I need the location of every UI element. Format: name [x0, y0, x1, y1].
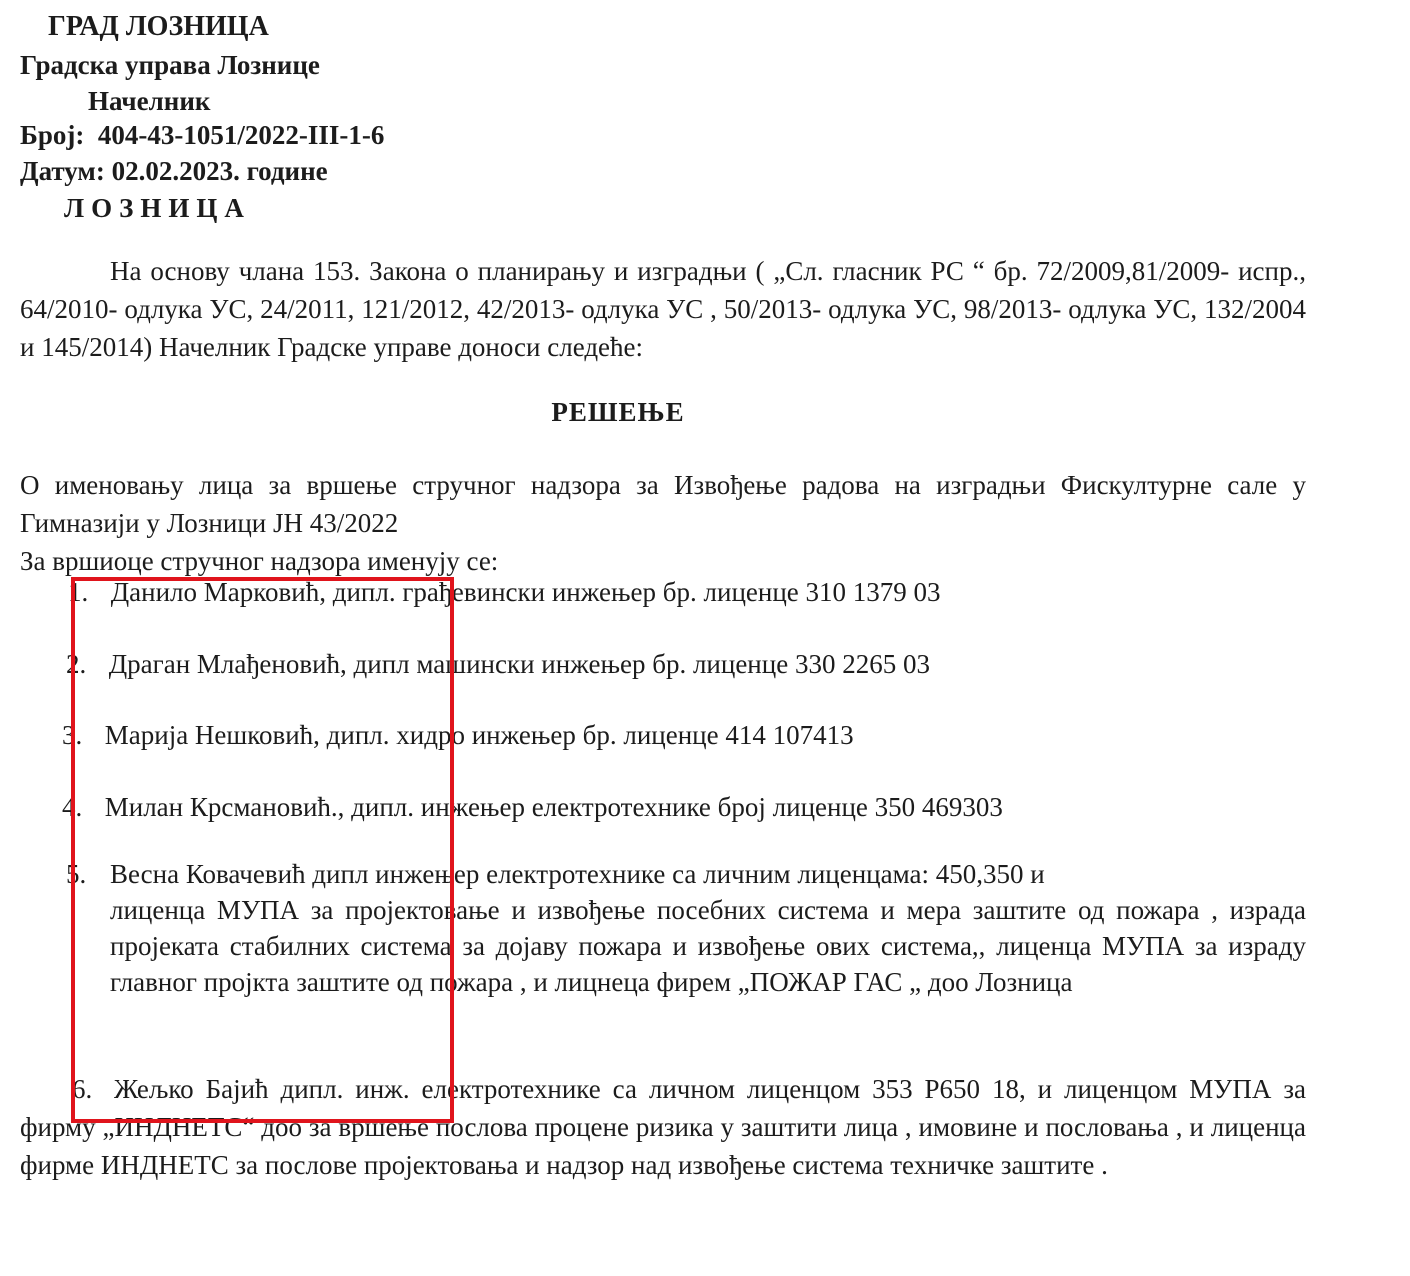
item-continuation: лиценца МУПА за пројектовање и извођење посебних система и мера заштите од пожара , израда пројеката стабилних система за дојаву пожара и извођење ових система,, лиценца МУПА за израду главног пројкта заштите од пожара , и лицнеца фирем „ПОЖАР ГАС „ доо Лозница [110, 895, 1306, 997]
list-item [20, 1070, 1306, 1184]
item-number: 5. [66, 859, 87, 889]
number-value: 404-43-1051/2022-III-1-6 [97, 120, 385, 150]
city-name: ГРАД ЛОЗНИЦА [48, 11, 269, 42]
item-number: 6. [72, 1074, 93, 1104]
place-name: ЛОЗНИЦА [64, 193, 251, 223]
document-number [20, 120, 384, 150]
item-number: 3. [62, 720, 83, 750]
subject-paragraph: О именовању лица за вршење стручног надзора за Извођење радова на изградњи Фискултурне сале у Гимназији у Лозници ЈН 43/2022 [20, 470, 1306, 538]
document-date [20, 156, 328, 186]
number-label: Број: [20, 120, 85, 150]
item-text: Марија Нешковић, дипл. хидро инжењер бр. лиценце 414 107413 [104, 720, 854, 750]
item-number: 4. [62, 792, 83, 822]
list-item [62, 789, 1003, 825]
date-value: 02.02.2023. године [111, 156, 328, 186]
intro-paragraph: На основу члана 153. Закона о планирању и изградњи ( „Сл. гласник РС “ бр. 72/2009,81/2009- испр., 64/2010- одлука УС, 24/2011, 121/2012, 42/2013- одлука УС , 50/2013- одлука УС, 98/2013- одлука УС, 132/2004 и 145/2014) Начелник Градске управе доноси следеће: [20, 256, 1306, 362]
chief-title: Начелник [88, 86, 211, 116]
administration-name: Градска управа Лознице [20, 50, 320, 80]
item-number: 2. [66, 649, 87, 679]
item-text: Весна Ковачевић дипл инжењер електротехнике са личним лиценцама: 450,350 и [110, 859, 1045, 889]
list-item [68, 574, 941, 610]
item-text: Жељко Бајић дипл. инж. електротехнике са личном лиценцом 353 Р650 18, и лиценцом МУПА за фирму „ИНДНЕТС“ доо за вршење послова процене ризика у заштити лица , имовине и пословања , и лиценца фирме ИНДНЕТС за послове пројектовања и надзор над извођење система техничке заштите . [20, 1074, 1306, 1180]
item-text: Данило Марковић, дипл. грађевински инжењер бр. лиценце 310 1379 03 [110, 577, 941, 607]
list-item [62, 717, 854, 753]
item-number: 1. [68, 577, 89, 607]
decision-title: РЕШЕЊЕ [551, 397, 685, 427]
item-first-line [66, 856, 1306, 892]
list-item [66, 646, 930, 682]
item-text: Милан Крсмановић., дипл. инжењер електротехнике број лиценце 350 469303 [104, 792, 1003, 822]
item-text: Драган Млађеновић, дипл машински инжењер бр. лиценце 330 2265 03 [108, 649, 930, 679]
list-item [66, 856, 1306, 1000]
appointed-label: За вршиоце стручног надзора именују се: [20, 546, 499, 576]
date-label: Датум: [20, 156, 105, 186]
